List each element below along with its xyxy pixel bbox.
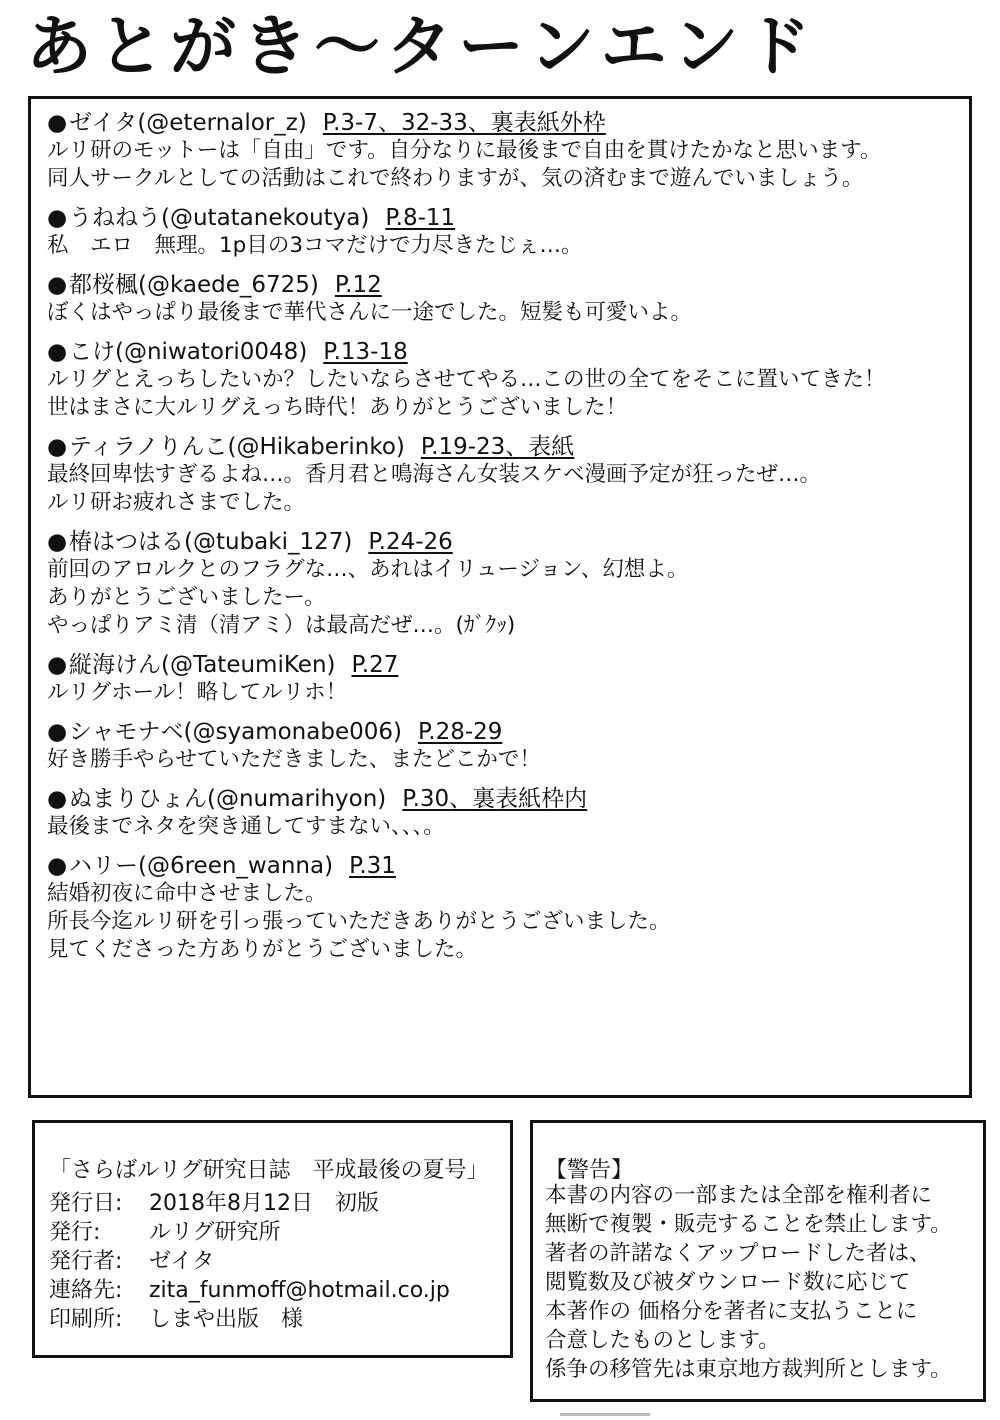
author-handle: (@numarihyon) [207,786,387,812]
page-range: P.19-23、表紙 [420,434,575,460]
colophon-value: 2018年8月12日 初版 [149,1191,379,1216]
author-name: 都桜楓 [69,272,138,298]
afterword-entry [47,271,957,327]
colophon-row [49,1247,450,1276]
entry-header [47,271,957,299]
entry-header [47,852,957,880]
comment-line: ルリグとえっちしたいか？したいならさせてやる…この世の全てをそこに置いてきた！ [47,367,886,392]
comment-line: ありがとうございましたー。 [47,585,326,610]
bullet-icon: ● [47,434,68,460]
author-name: こけ [69,339,115,365]
comment-line: 私 エロ 無理。1p目の3コマだけで力尽きたじぇ…。 [47,233,583,258]
author-name: ティラノりんこ [69,434,228,460]
colophon-value: しまや出版 様 [149,1307,304,1332]
bullet-icon: ● [47,110,68,136]
colophon-row [49,1189,450,1218]
warning-text [545,1181,952,1384]
entry-header [47,204,957,232]
colophon-row [49,1276,450,1305]
author-handle: (@Hikaberinko) [227,434,405,460]
page-range: P.3-7、32-33、裏表紙外枠 [322,110,606,136]
author-handle: (@TateumiKen) [161,652,336,678]
entry-header [47,651,957,679]
comment-line: 同人サークルとしての活動はこれで終わりますが、気の済むまで遊んでいましょう。 [47,166,864,191]
colophon-value: ルリグ研究所 [149,1220,281,1245]
warning-line: 本著作の 価格分を著者に支払うことに [545,1299,918,1324]
entry-header [47,109,957,137]
entry-header [47,338,957,366]
entry-header [47,433,957,461]
colophon-label: 発行: [49,1220,101,1245]
comment-line: 世はまさに大ルリグえっち時代！ありがとうございました！ [47,395,628,420]
author-name: ハリー [69,853,138,879]
warning-title: 【警告】 [545,1158,634,1183]
entry-header [47,528,957,556]
afterword-entry [47,338,957,422]
page-title: あとがき〜ターンエンド [26,8,817,85]
colophon-label: 連絡先: [49,1278,123,1303]
warning-box [530,1120,986,1402]
comment-line: 見てくださった方ありがとうございました。 [47,937,478,962]
warning-line: 係争の移管先は東京地方裁判所とします。 [545,1357,952,1382]
comment-line: ぼくはやっぱり最後まで華代さんに一途でした。短髪も可愛いよ。 [47,300,693,325]
page-range: P.13-18 [323,339,408,365]
bullet-icon: ● [47,205,68,231]
author-handle: (@kaede_6725) [138,272,319,298]
colophon-value: zita_funmoff@hotmail.co.jp [149,1278,450,1303]
colophon-label: 発行者: [49,1249,123,1274]
colophon-rows [49,1189,450,1334]
author-handle: (@tubaki_127) [184,529,353,555]
afterword-comments-box [28,96,972,1098]
bullet-icon: ● [47,272,68,298]
afterword-entry [47,204,957,260]
warning-line: 閲覧数及び被ダウンロード数に応じて [545,1270,911,1295]
author-name: 椿はつはる [69,529,184,555]
afterword-entry [47,718,957,774]
comment-line: 最後までネタを突き通してすまない、、、。 [47,814,445,839]
page-range: P.31 [349,853,396,879]
warning-line: 本書の内容の一部または全部を権利者に [545,1183,933,1208]
comment-line: 前回のアロルクとのフラグな…、あれはイリュージョン、幻想よ。 [47,557,689,582]
comment-line: ルリ研お疲れさまでした。 [47,490,306,515]
entry-header [47,785,957,813]
bullet-icon: ● [47,719,68,745]
author-name: うねねう [69,205,161,231]
page-range: P.27 [351,652,399,678]
colophon-value: ゼイタ [149,1249,215,1274]
comment-line: 好き勝手やらせていただきました、またどこかで！ [47,747,541,772]
author-name: ゼイタ [69,110,138,136]
warning-line: 合意したものとします。 [545,1328,780,1353]
author-name: ぬまりひょん [69,786,207,812]
author-name: シャモナベ [69,719,184,745]
bullet-icon: ● [47,652,68,678]
afterword-entry [47,528,957,640]
author-handle: (@utatanekoutya) [161,205,370,231]
warning-line: 著者の許諾なくアップロードした者は、 [545,1241,931,1266]
comment-line: 所長今迄ルリ研を引っ張っていただきありがとうございました。 [47,909,671,934]
afterword-entry [47,785,957,841]
colophon-box [32,1120,513,1358]
author-handle: (@niwatori0048) [115,339,308,365]
afterword-entry [47,433,957,517]
bullet-icon: ● [47,853,68,879]
bullet-icon: ● [47,529,68,555]
author-handle: (@syamonabe006) [183,719,402,745]
afterword-entry [47,109,957,193]
footer-mark [560,1413,650,1416]
comment-line: ルリグホール！略してルリホ！ [47,680,348,705]
comment-line: 結婚初夜に命中させました。 [47,881,327,906]
page-range: P.28-29 [417,719,503,745]
author-handle: (@6reen_wanna) [138,853,334,879]
afterword-entry [47,852,957,964]
comment-line: やっぱりアミ清（清アミ）は最高だぜ…。(ｶﾞｸｯ) [47,613,516,638]
colophon-label: 印刷所: [49,1307,123,1332]
warning-line: 無断で複製・販売することを禁止します。 [545,1212,952,1237]
bullet-icon: ● [47,339,68,365]
colophon-row [49,1305,450,1334]
colophon-label: 発行日: [49,1191,123,1216]
page-range: P.12 [334,272,382,298]
page-range: P.8-11 [385,205,456,231]
author-handle: (@eternalor_z) [137,110,307,136]
page-range: P.30、裏表紙枠内 [402,786,588,812]
page-range: P.24-26 [368,529,453,555]
entry-header [47,718,957,746]
comment-line: ルリ研のモットーは「自由」です。自分なりに最後まで自由を貫けたかなと思います。 [47,138,882,163]
afterword-entry-list [47,109,957,975]
afterword-entry [47,651,957,707]
colophon-book-title: 「さらばルリグ研究日誌 平成最後の夏号」 [49,1158,489,1183]
bullet-icon: ● [47,786,68,812]
comment-line: 最終回卑怯すぎるよね…。香月君と鳴海さん女装スケベ漫画予定が狂ったぜ…。 [47,462,822,487]
colophon-row [49,1218,450,1247]
author-name: 縦海けん [69,652,161,678]
